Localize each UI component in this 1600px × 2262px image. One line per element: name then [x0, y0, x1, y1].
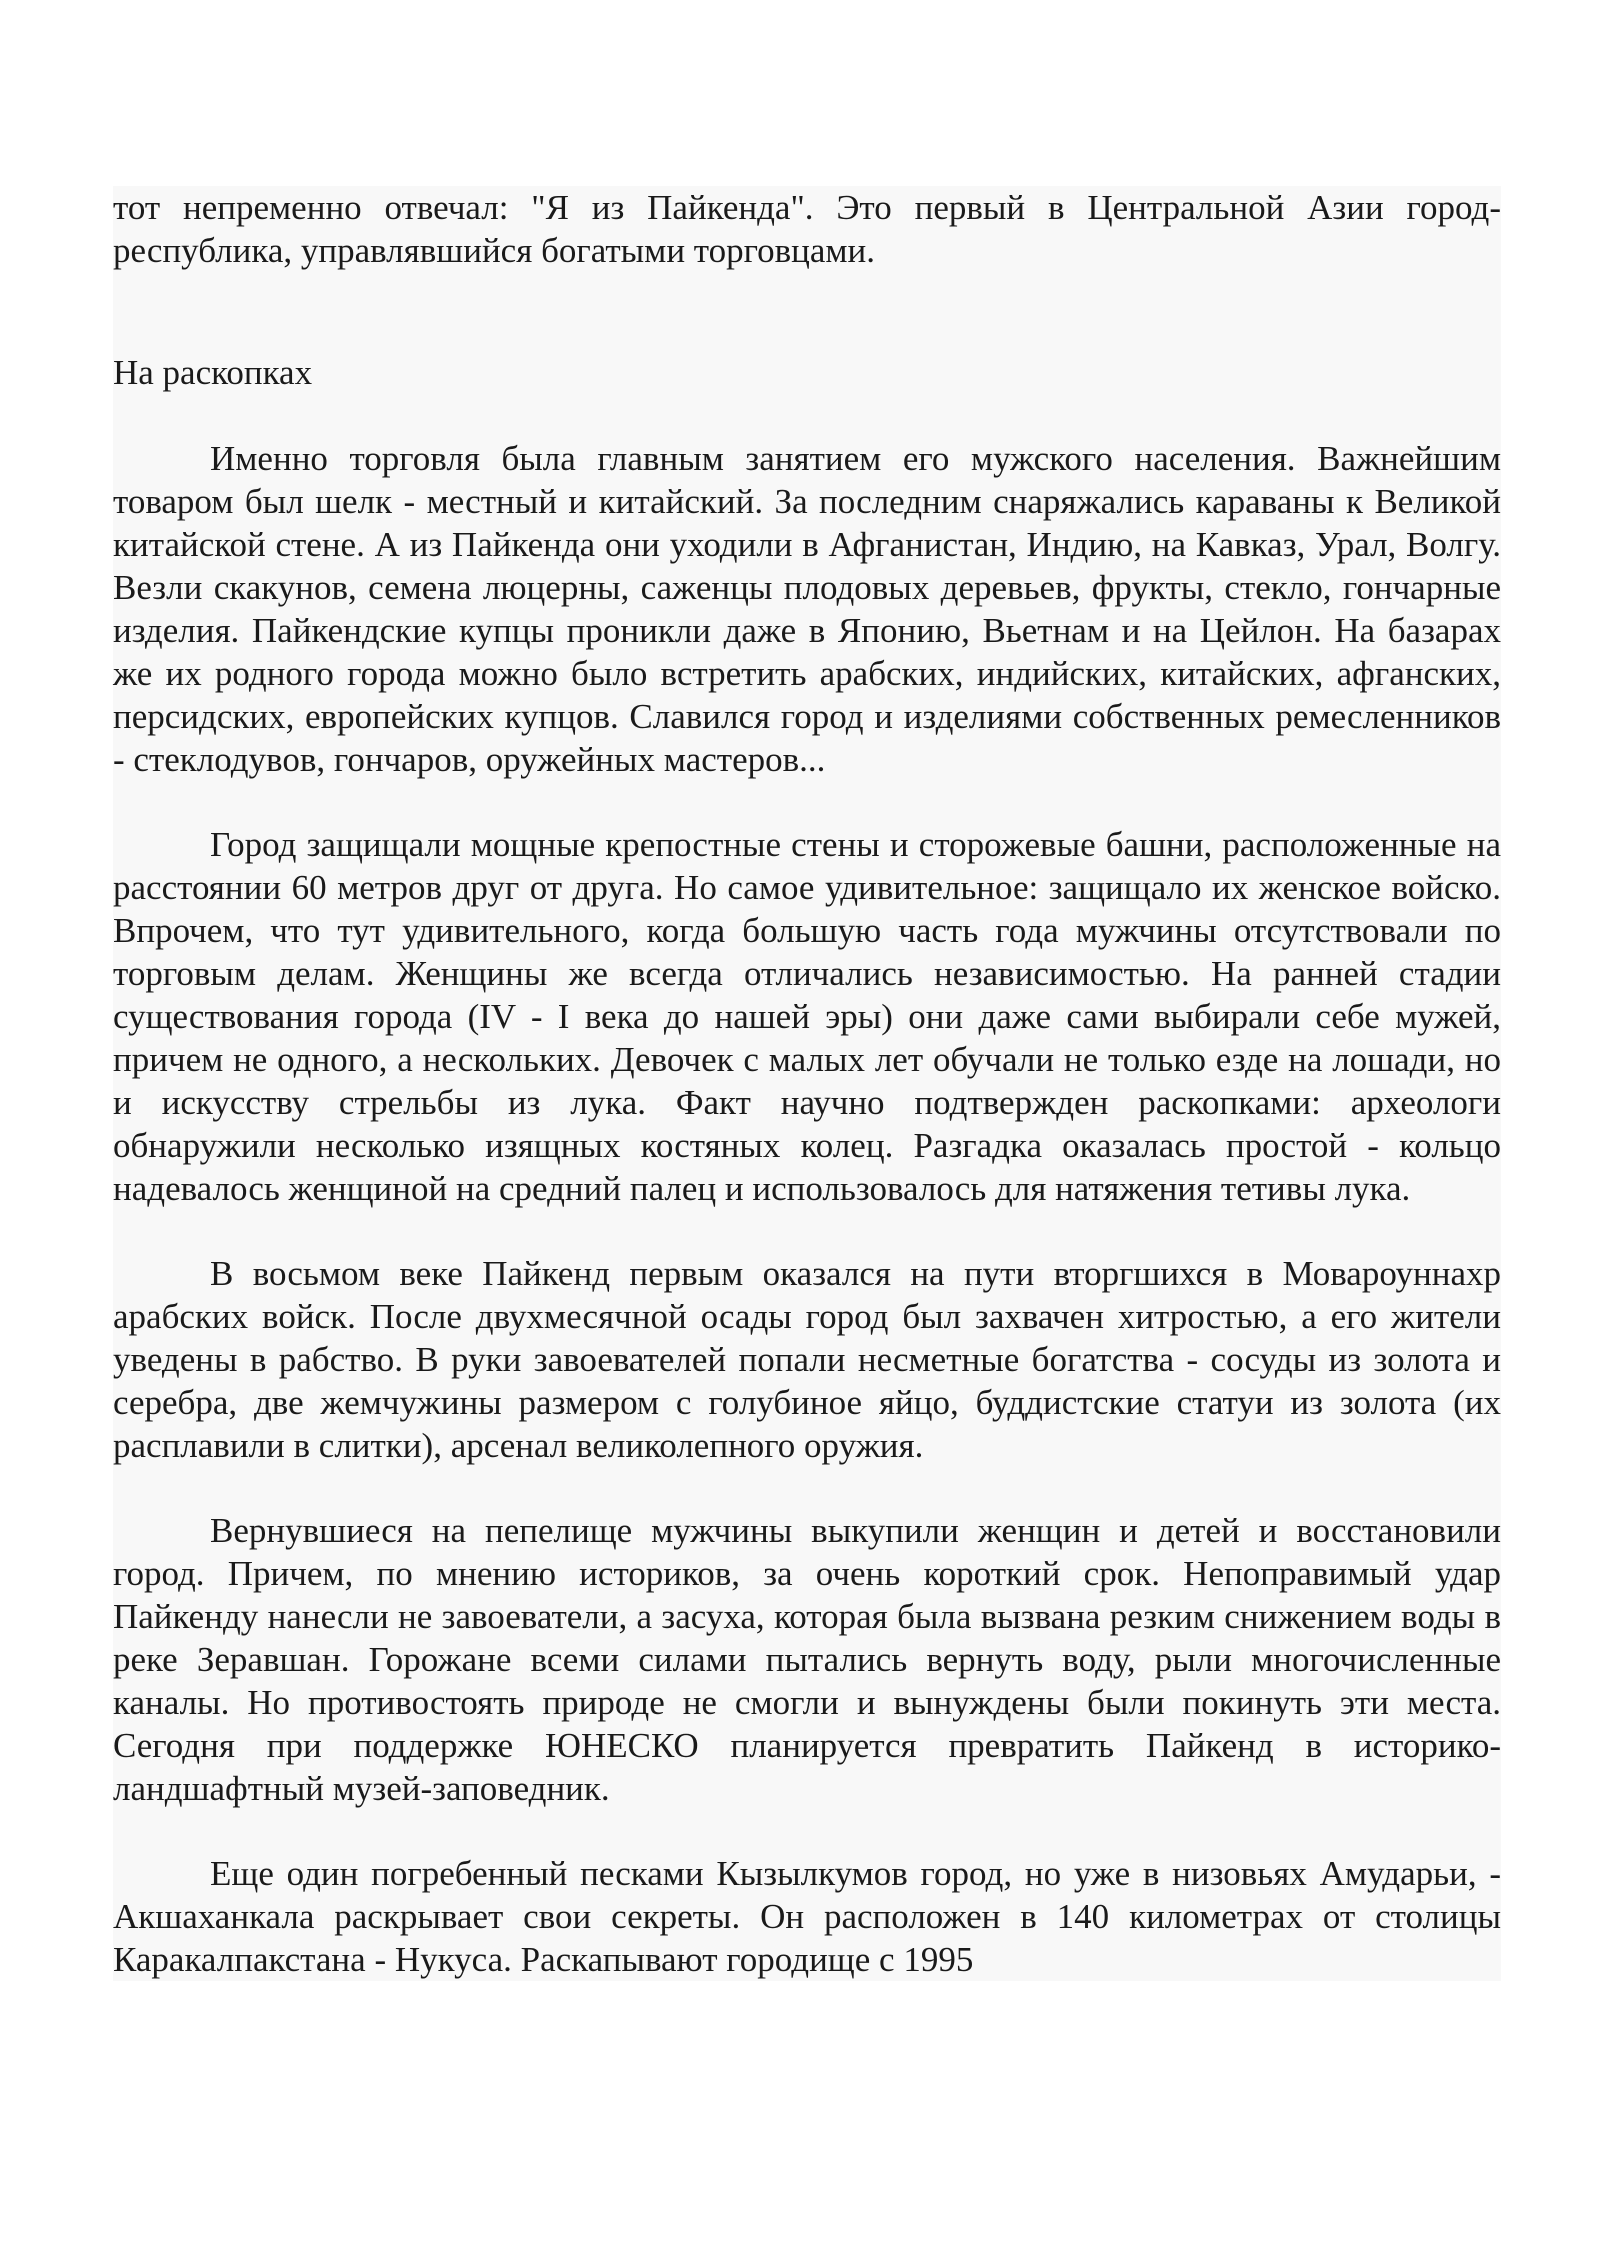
paragraph-trade: Именно торговля была главным занятием его мужского населения. Важнейшим товаром был шелк - местный и китайский. За последним снаряжались караваны к Великой китайской стене. А из Пайкенда они уходили в Афганистан, Индию, на Кавказ, Урал, Волгу. Везли скакунов, семена люцерны, саженцы плодовых деревьев, фрукты, стекло, гончарные изделия. Пайкендские купцы проникли даже в Японию, Вьетнам и на Цейлон. На базарах же их родного города можно было встретить арабских, индийских, китайских, афганских, персидских, европейских купцов. Славился город и изделиями собственных ремесленников - стеклодувов, гончаров, оружейных мастеров... [113, 439, 1501, 779]
paragraph-invasion: В восьмом веке Пайкенд первым оказался на пути вторгшихся в Мовароуннахр арабских войск. После двухмесячной осады город был захвачен хитростью, а его жители уведены в рабство. В руки завоевателей попали несметные богатства - сосуды из золота и серебра, две жемчужины размером с голубиное яйцо, буддистские статуи из золота (их расплавили в слитки), арсенал великолепного оружия. [113, 1254, 1501, 1465]
intro-paragraph: тот непременно отвечал: "Я из Пайкенда". Это первый в Центральной Азии город-республика, управлявшийся богатыми торговцами. [113, 188, 1501, 270]
paragraph-akshakhankala: Еще один погребенный песками Кызылкумов город, но уже в низовьях Амударьи, - Акшаханкала раскрывает свои секреты. Он расположен в 140 километрах от столицы Каракалпакстана - Нукуса. Раскапывают городище с 1995 [113, 1854, 1501, 1979]
section-heading: На раскопках [113, 353, 313, 392]
document-body [113, 186, 1501, 1981]
paragraph-restoration: Вернувшиеся на пепелище мужчины выкупили женщин и детей и восстановили город. Причем, по мнению историков, за очень короткий срок. Непоправимый удар Пайкенду нанесли не завоеватели, а засуха, которая была вызвана резким снижением воды в реке Зеравшан. Горожане всеми силами пытались вернуть воду, рыли многочисленные каналы. Но противостоять природе не смогли и вынуждены были покинуть эти места. Сегодня при поддержке ЮНЕСКО планируется превратить Пайкенд в историко-ландшафтный музей-заповедник. [113, 1511, 1501, 1808]
paragraph-defense: Город защищали мощные крепостные стены и сторожевые башни, расположенные на расстоянии 60 метров друг от друга. Но самое удивительное: защищало их женское войско. Впрочем, что тут удивительного, когда большую часть года мужчины отсутствовали по торговым делам. Женщины же всегда отличались независимостью. На ранней стадии существования города (IV - I века до нашей эры) они даже сами выбирали себе мужей, причем не одного, а нескольких. Девочек с малых лет обучали не только езде на лошади, но и искусству стрельбы из лука. Факт научно подтвержден раскопками: археологи обнаружили несколько изящных костяных колец. Разгадка оказалась простой - кольцо надевалось женщиной на средний палец и использовалось для натяжения тетивы лука. [113, 825, 1501, 1208]
